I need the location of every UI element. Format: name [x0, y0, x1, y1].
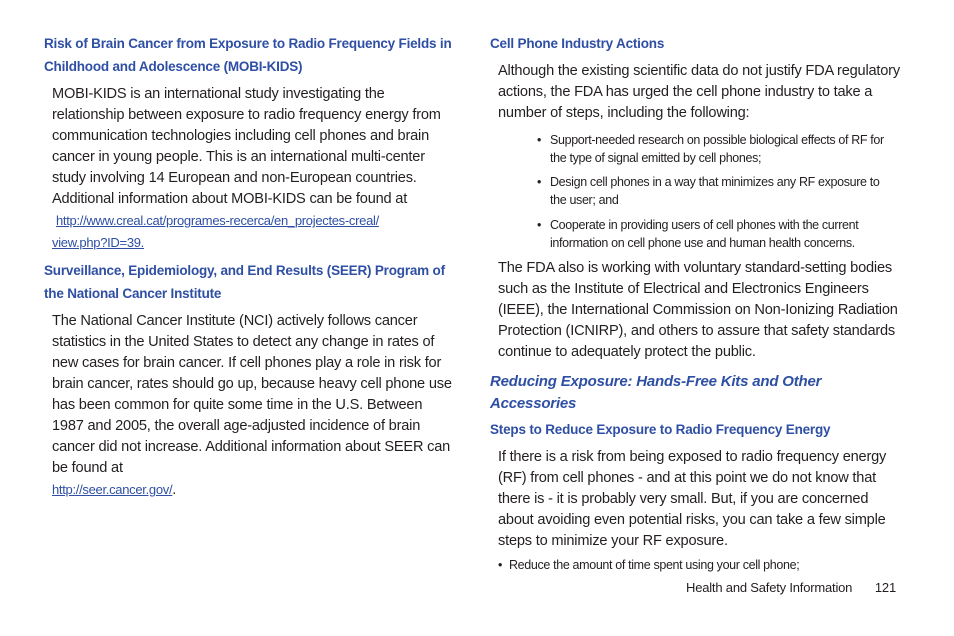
left-column: [44, 0, 456, 501]
steps-body: If there is a risk from being exposed to radio frequency energy (RF) from cell phones - and at this point we do not know that there is - it is probably very small. But, if you are concerned about avoiding even potential risks, you can take a few simple steps to minimize your RF exposure.: [498, 449, 887, 549]
fda-standards-body: The FDA also is working with voluntary standard-setting bodies such as the Institute of Electrical and Electronics Engineers (IEEE), the International Commission on Non-Ionizing Radiation Protection (ICNIRP), and others to assure that safety standards continue to adequately protect the public.: [498, 260, 898, 360]
industry-actions-heading: Cell Phone Industry Actions: [490, 36, 665, 51]
bullet-marker: •: [537, 175, 542, 189]
page-footer: [686, 578, 896, 598]
right-column: [490, 0, 902, 574]
seer-link[interactable]: http://seer.cancer.gov/: [52, 482, 173, 497]
footer-section-title: Health and Safety Information: [686, 580, 853, 595]
bullet-marker: •: [498, 558, 503, 572]
steps-bullet-list: [490, 556, 902, 574]
seer-heading: Surveillance, Epidemiology, and End Results (SEER) Program of the National Cancer Institute: [44, 263, 445, 301]
mobi-kids-link-line1[interactable]: http://www.creal.cat/programes-recerca/en_projectes-creal/: [56, 213, 379, 228]
mobi-kids-text: MOBI-KIDS is an international study investigating the relationship between exposure to radio frequency energy from communication technologies including cell phones and brain cancer in young people. This is an international multi-center study involving 14 European and non-European countries. Additional information about MOBI-KIDS can be found at: [52, 86, 441, 207]
steps-heading: Steps to Reduce Exposure to Radio Frequency Energy: [490, 422, 831, 437]
mobi-kids-heading: Risk of Brain Cancer from Exposure to Radio Frequency Fields in Childhood and Adolescence (MOBI-KIDS): [44, 36, 452, 74]
list-item: • Support-needed research on possible biological effects of RF for the type of signal emitted by cell phones;: [537, 133, 884, 165]
mobi-kids-link-line2[interactable]: view.php?ID=39.: [52, 235, 144, 250]
list-item: • Reduce the amount of time spent using your cell phone;: [498, 558, 800, 572]
seer-body: [44, 311, 456, 501]
seer-link-suffix: .: [172, 482, 177, 498]
list-item: • Cooperate in providing users of cell phones with the current information on cell phone use and human health concerns.: [537, 218, 859, 250]
list-item: • Design cell phones in a way that minimizes any RF exposure to the user; and: [537, 175, 880, 207]
reducing-exposure-heading: Reducing Exposure: Hands-Free Kits and Other Accessories: [490, 373, 822, 412]
seer-text: The National Cancer Institute (NCI) actively follows cancer statistics in the United States to detect any change in rates of new cases for brain cancer. If cell phones play a role in risk for brain cancer, rates should go up, because heavy cell phone use has been common for quite some time in the U.S. Between 1987 and 2005, the overall age-adjusted incidence of brain cancer did not increase. Additional information about SEER can be found at: [52, 313, 452, 476]
industry-actions-body: Although the existing scientific data do not justify FDA regulatory actions, the FDA has urged the cell phone industry to take a number of steps, including the following:: [498, 63, 900, 121]
bullet-marker: •: [537, 133, 542, 147]
bullet-marker: •: [537, 218, 542, 232]
mobi-kids-body: [44, 84, 456, 254]
industry-bullet-list: [490, 131, 897, 252]
page-number: 121: [874, 580, 896, 595]
